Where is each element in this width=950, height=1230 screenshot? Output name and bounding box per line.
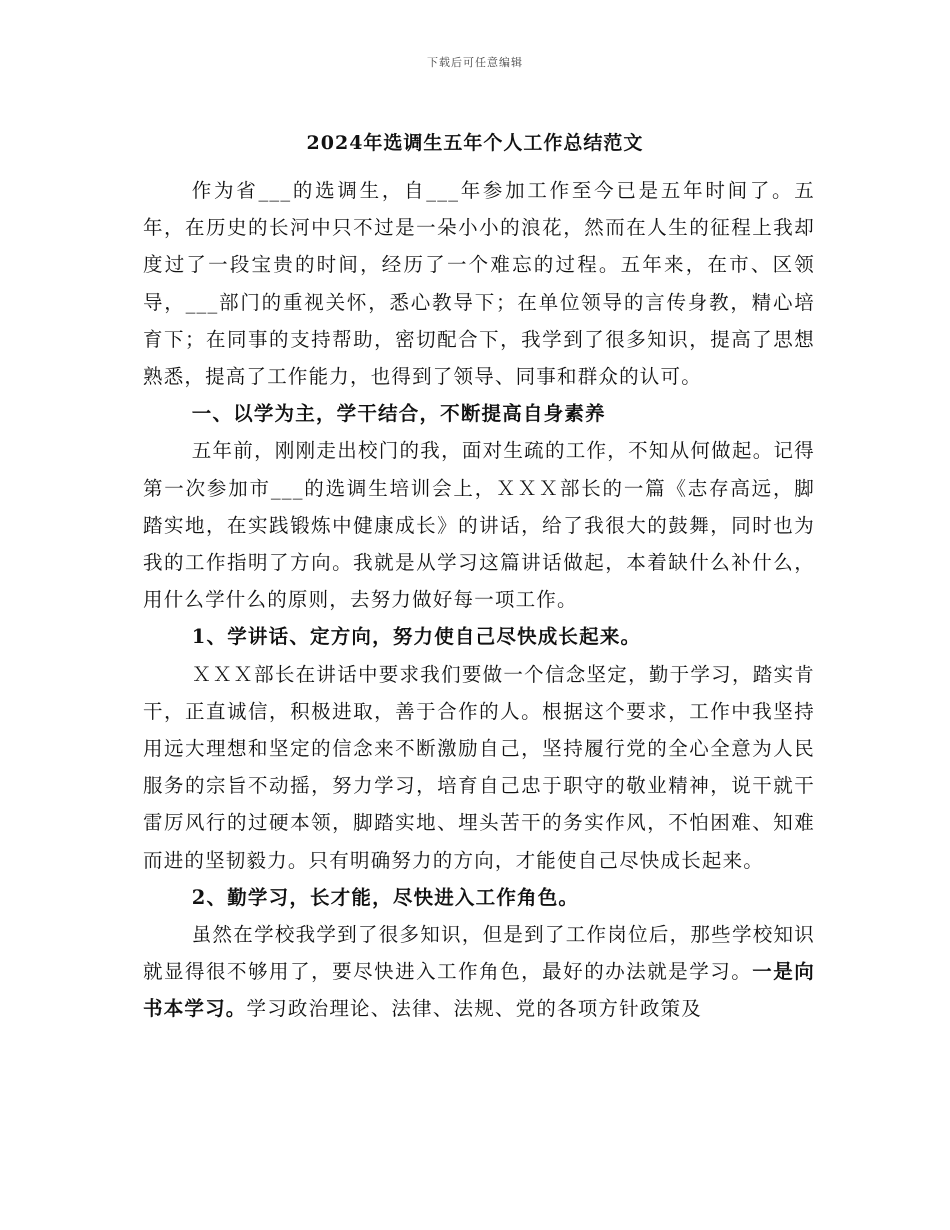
subsection-1-paragraph: ＸＸＸ部长在讲话中要求我们要做一个信念坚定，勤于学习，踏实肯干，正直诚信，积极进取，善于合作的人。根据这个要求，工作中我坚持用远大理想和坚定的信念来不断激励自己，坚持履行党的全心全意为人民服务的宗旨不动摇，努力学习，培育自己忠于职守的敬业精神，说干就干雷厉风行的过硬本领，脚踏实地、埋头苦干的务实作风，不怕困难、知难而进的坚韧毅力。只有明确努力的方向，才能使自己尽快成长起来。	[143, 662, 815, 872]
page-title: 2024年选调生五年个人工作总结范文	[306, 132, 644, 154]
section-1-paragraph: 五年前，刚刚走出校门的我，面对生疏的工作，不知从何做起。记得第一次参加市___的选调生培训会上，ＸＸＸ部长的一篇《志存高远，脚踏实地，在实践锻炼中健康成长》的讲话，给了我很大的鼓舞，同时也为我的工作指明了方向。我就是从学习这篇讲话做起，本着缺什么补什么，用什么学什么的原则，去努力做好每一项工作。	[143, 439, 815, 612]
intro-paragraph: 作为省___的选调生，自___年参加工作至今已是五年时间了。五年，在历史的长河中只不过是一朵小小的浪花，然而在人生的征程上我却度过了一段宝贵的时间，经历了一个难忘的过程。五年来，在市、区领导，___部门的重视关怀，悉心教导下；在单位领导的言传身教，精心培育下；在同事的支持帮助，密切配合下，我学到了很多知识，提高了思想熟悉，提高了工作能力，也得到了领导、同事和群众的认可。	[143, 179, 815, 389]
subheading-2: 2、勤学习，长才能，尽快进入工作角色。	[191, 885, 580, 909]
subsection-2-paragraph	[143, 916, 815, 1028]
section-heading-1: 一、以学为主，学干结合，不断提高自身素养	[191, 402, 606, 426]
paragraph-text: 虽然在学校我学到了很多知识，但是到了工作岗位后，那些学校知识就显得很不够用了，要尽快进入工作角色，最好的办法就是学习。	[143, 923, 815, 984]
bold-lead-phrase: 一是向书本学习。	[143, 960, 815, 1021]
paragraph-continuation: 学习政治理论、法律、法规、党的各项方针政策及	[246, 997, 702, 1021]
subheading-1: 1、学讲话、定方向，努力使自己尽快成长起来。	[191, 625, 642, 649]
document-body	[143, 172, 815, 1028]
header-note: 下载后可任意编辑	[427, 56, 523, 69]
